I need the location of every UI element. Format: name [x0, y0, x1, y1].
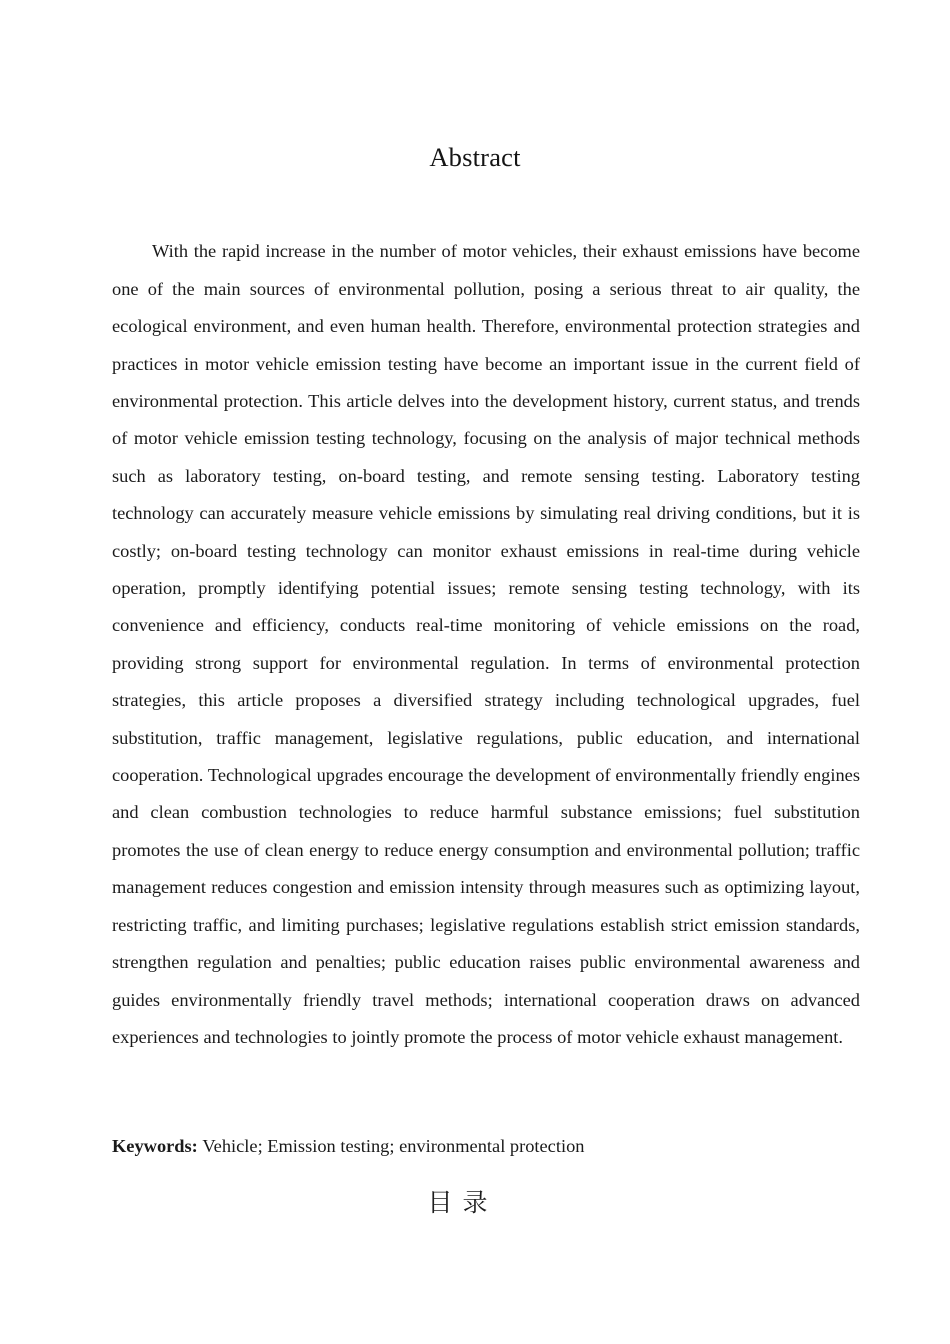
keywords-line	[112, 1131, 860, 1161]
abstract-paragraph: With the rapid increase in the number of motor vehicles, their exhaust emissions have become one of the main sources of environmental pollution, posing a serious threat to air quality, the ecological environment, and even human health. Therefore, environmental protection strategies and practices in motor vehicle emission testing have become an important issue in the current field of environmental protection. This article delves into the development history, current status, and trends of motor vehicle emission testing technology, focusing on the analysis of major technical methods such as laboratory testing, on-board testing, and remote sensing testing. Laboratory testing technology can accurately measure vehicle emissions by simulating real driving conditions, but it is costly; on-board testing technology can monitor exhaust emissions in real-time during vehicle operation, promptly identifying potential issues; remote sensing testing technology, with its convenience and efficiency, conducts real-time monitoring of vehicle emissions on the road, providing strong support for environmental regulation. In terms of environmental protection strategies, this article proposes a diversified strategy including technological upgrades, fuel substitution, traffic management, legislative regulations, public education, and international cooperation. Technological upgrades encourage the development of environmentally friendly engines and clean combustion technologies to reduce harmful substance emissions; fuel substitution promotes the use of clean energy to reduce energy consumption and environmental pollution; traffic management reduces congestion and emission intensity through measures such as optimizing layout, restricting traffic, and limiting purchases; legislative regulations establish strict emission standards, strengthen regulation and penalties; public education raises public environmental awareness and guides environmentally friendly travel methods; international cooperation draws on advanced experiences and technologies to jointly promote the process of motor vehicle exhaust management.	[112, 241, 860, 1047]
keywords-value: Vehicle; Emission testing; environmental protection	[202, 1136, 585, 1157]
page-title: Abstract	[429, 141, 521, 172]
keywords-label: Keywords:	[112, 1136, 198, 1157]
toc-heading: 目 录	[427, 1188, 489, 1217]
